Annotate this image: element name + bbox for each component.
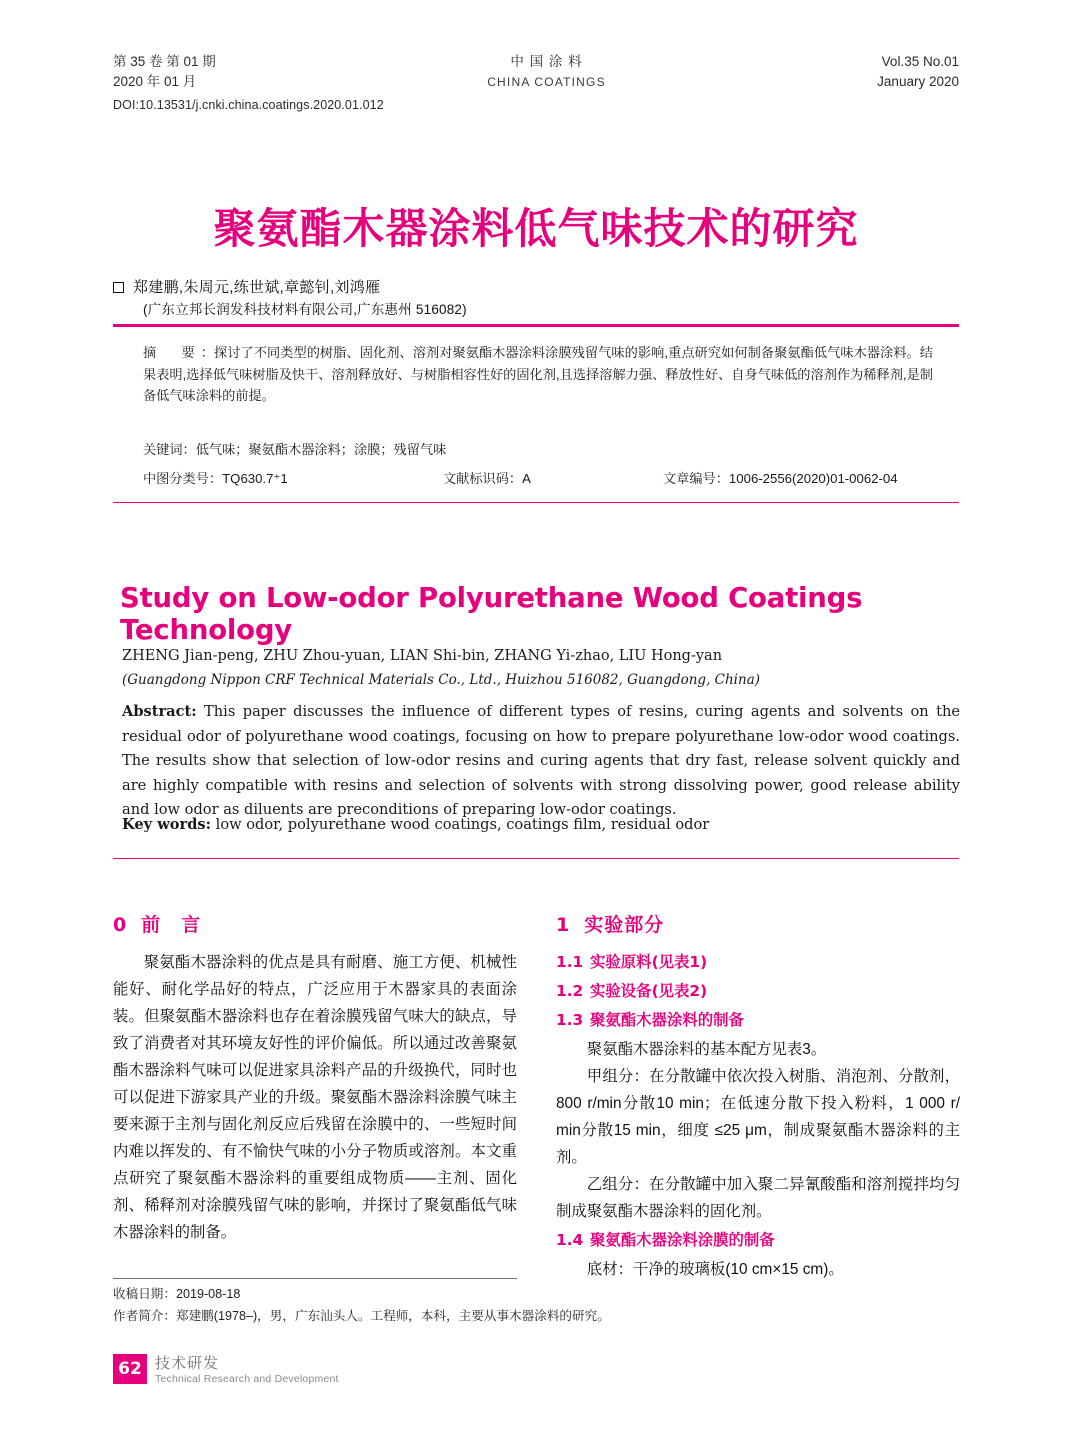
section-heading-0 (113, 912, 517, 939)
header-left (113, 52, 216, 92)
section-1-3-number: 1.3 (556, 1011, 584, 1029)
section-0-title: 前 言 (141, 914, 202, 936)
section-1-4-title: 聚氨酯木器涂料涂膜的制备 (590, 1231, 775, 1249)
abstract-en-label: Abstract: (122, 703, 197, 720)
divider-top (113, 324, 959, 327)
doi-text: DOI:10.13531/j.cnki.china.coatings.2020.01.012 (113, 98, 384, 112)
title-en: Study on Low-odor Polyurethane Wood Coatings Technology (120, 582, 863, 646)
paragraph-formula-ref: 聚氨酯木器涂料的基本配方见表3。 (586, 1041, 827, 1058)
footer-label-cn: 技术研发 (155, 1355, 220, 1372)
section-0-number: 0 (113, 914, 128, 936)
section-heading-1-3 (556, 1007, 960, 1034)
footer-label-en: Technical Research and Development (155, 1373, 339, 1385)
abstract-en-text: This paper discusses the influence of different types of resins, curing agents and solvents on the residual odor of polyurethane wood coatings, focusing on how to prepare polyurethane low-odor wood coatings. The results show that selection of low-odor resins and curing agents that dry fast, release solvent quickly and are highly compatible with resins and selection of solvents with strong dissolving power, good release ability and low odor as diluents are preconditions of preparing low-odor coatings. (122, 703, 960, 818)
keywords-en (122, 816, 960, 833)
journal-name-en: CHINA COATINGS (487, 75, 606, 89)
authors-cn (113, 276, 380, 297)
header-date-en: January 2020 (877, 74, 959, 89)
affiliation-en: (Guangdong Nippon CRF Technical Materials Co., Ltd., Huizhou 516082, Guangdong, China) (122, 672, 761, 688)
header-date-cn: 2020 年 01 月 (113, 74, 197, 89)
abstract-cn-text: ：探讨了不同类型的树脂、固化剂、溶剂对聚氨酯木器涂料涂膜残留气味的影响,重点研究如何制备聚氨酯低气味木器涂料。结果表明,选择低气味树脂及快干、溶剂释放好、与树脂相容性好的固化剂,且选择溶解力强、释放性好、自身气味低的溶剂作为稀释剂,是制备低气味涂料的前提。 (143, 345, 933, 403)
header-volume-issue-en: Vol.35 No.01 (881, 54, 959, 69)
section-heading-1 (556, 912, 960, 939)
section-1-2-title: 实验设备(见表2) (590, 982, 708, 1000)
article-id: 文章编号：1006-2556(2020)01-0062-04 (663, 471, 898, 486)
abstract-cn-label: 摘 要 (143, 345, 201, 360)
page-header (113, 52, 959, 92)
journal-name-cn: 中 国 涂 料 (510, 54, 583, 69)
affiliation-cn: (广东立邦长润发科技材料有限公司,广东惠州 516082) (143, 302, 467, 317)
classification-row (143, 468, 943, 487)
title-cn: 聚氨酯木器涂料低气味技术的研究 (213, 204, 859, 253)
authors-en: ZHENG Jian-peng, ZHU Zhou-yuan, LIAN Shi-bin, ZHANG Yi-zhao, LIU Hong-yan (122, 648, 723, 664)
keywords-en-label: Key words: (122, 816, 212, 833)
keywords-cn: 关键词：低气味；聚氨酯木器涂料；涂膜；残留气味 (143, 442, 447, 457)
section-1-title: 实验部分 (584, 914, 665, 936)
section-heading-1-1 (556, 949, 960, 976)
square-bullet-icon (113, 282, 124, 293)
paragraph-substrate: 底材：干净的玻璃板(10 cm×15 cm)。 (586, 1261, 844, 1278)
body-column-right (556, 912, 960, 1283)
section-heading-1-4 (556, 1227, 960, 1254)
section-1-4-number: 1.4 (556, 1231, 584, 1249)
document-code: 文献标识码：A (443, 471, 531, 486)
authors-cn-text: 郑建鹏,朱周元,练世斌,章懿钊,刘鸿雁 (133, 279, 381, 296)
paragraph-intro: 聚氨酯木器涂料的优点是具有耐磨、施工方便、机械性能好、耐化学品好的特点，广泛应用于木器家具的表面涂装。但聚氨酯木器涂料也存在着涂膜残留气味大的缺点，导致了消费者对其环境友好性的评价偏低。所以通过改善聚氨酯木器涂料气味可以促进家具涂料产品的升级换代，同时也可以促进下游家具产业的升级。聚氨酯木器涂料涂膜气味主要来源于主剂与固化剂反应后残留在涂膜中的、一些短时间内难以挥发的、有不愉快气味的小分子物质或溶剂。本文重点研究了聚氨酯木器涂料的重要组成物质——主剂、固化剂、稀释剂对涂膜残留气味的影响，并探讨了聚氨酯低气味木器涂料的制备。 (113, 954, 517, 1241)
footnote-divider (113, 1278, 517, 1279)
divider-after-cn-abstract (113, 502, 959, 503)
keywords-en-text: low odor, polyurethane wood coatings, coatings film, residual odor (211, 816, 710, 833)
section-1-number: 1 (556, 914, 571, 936)
abstract-cn (143, 342, 933, 407)
footer-section-label (155, 1354, 339, 1386)
section-1-2-number: 1.2 (556, 982, 584, 1000)
footnote-author-bio: 作者简介：郑建鹏(1978–)，男，广东汕头人。工程师，本科，主要从事木器涂料的研究。 (113, 1309, 610, 1323)
page-number-badge: 62 (113, 1354, 147, 1384)
section-1-1-number: 1.1 (556, 953, 584, 971)
header-center (487, 52, 606, 92)
body-column-left (113, 912, 517, 1246)
paragraph-component-b: 乙组分：在分散罐中加入聚二异氰酸酯和溶剂搅拌均匀制成聚氨酯木器涂料的固化剂。 (556, 1176, 960, 1220)
header-right (877, 52, 959, 92)
paragraph-component-a: 甲组分：在分散罐中依次投入树脂、消泡剂、分散剂，800 r/min分散10 min；在低速分散下投入粉料，1 000 r/ min分散15 min，细度 ≤25 μm，制成聚氨酯木器涂料的主剂。 (556, 1068, 960, 1166)
clc-number: 中图分类号：TQ630.7⁺1 (143, 471, 288, 486)
section-1-1-title: 实验原料(见表1) (590, 953, 708, 971)
abstract-en (122, 700, 960, 823)
header-volume-issue: 第 35 卷 第 01 期 (113, 54, 216, 69)
divider-after-en-abstract (113, 858, 959, 859)
section-heading-1-2 (556, 978, 960, 1005)
footnote-received-date: 收稿日期：2019-08-18 (113, 1287, 241, 1301)
section-1-3-title: 聚氨酯木器涂料的制备 (590, 1011, 744, 1029)
